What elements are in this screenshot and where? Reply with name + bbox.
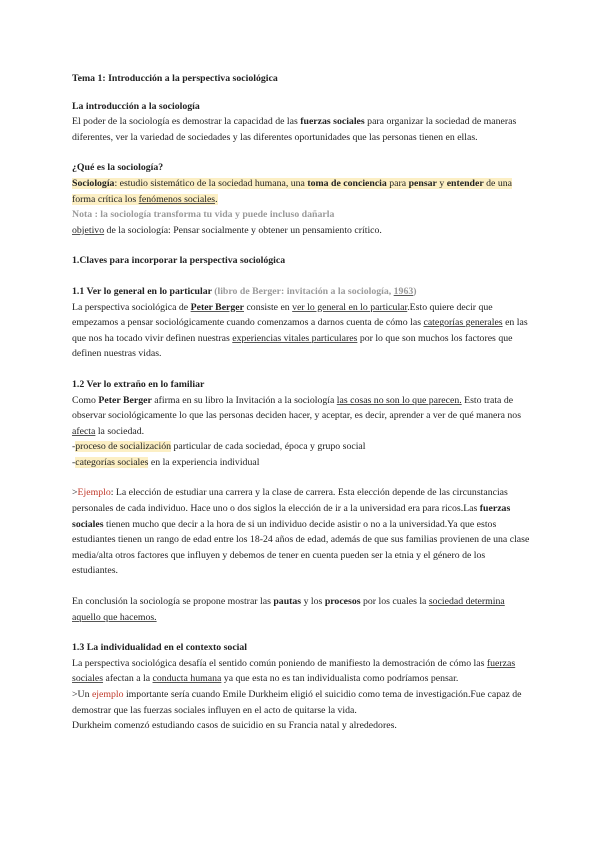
section-heading-1-1: 1.1 Ver lo general en lo particular (libro de Berger: invitación a la sociología, 1963) [72,285,417,297]
section-heading-1-3: 1.3 La individualidad en el contexto social [72,642,248,654]
paragraph-ejemplo-durkheim: >Un ejemplo importante sería cuando Emile Durkheim eligió el suicidio como tema de investigación.Fue capaz de demostrar que las fuerzas sociales influyen en el acto de quitarse la vida. [72,689,522,716]
paragraph-conclusion: En conclusión la sociología se propone mostrar las pautas y los procesos por los cuales la sociedad determina aquello que hacemos. [72,596,505,623]
term-sociologia: Sociología [72,177,115,189]
list-item: -categorías sociales en la experiencia individual [72,456,260,468]
section-heading-1-2: 1.2 Ver lo extraño en lo familiar [72,378,205,390]
paragraph-definition: Sociología: estudio sistemático de la sociedad humana, una toma de conciencia para pensar y entender de una forma crítica los fenómenos sociales. [72,177,512,205]
section-heading-intro: La introducción a la sociología [72,100,200,112]
section-heading-que-es: ¿Qué es la sociología? [72,162,164,174]
section-heading-claves: 1.Claves para incorporar la perspectiva sociológica [72,255,286,267]
document-body [72,71,532,734]
paragraph-objective: objetivo de la sociología: Pensar socialmente y obtener un pensamiento crítico. [72,224,382,236]
paragraph-1-3: La perspectiva sociológica desafía el sentido común poniendo de manifiesto la demostración de cómo las fuerzas sociales afectan a la conducta humana ya que esta no es tan individualista como podríamos pensar. [72,657,516,685]
paragraph-ejemplo: >Ejemplo: La elección de estudiar una carrera y la clase de carrera. Esta elección depende de las circunstancias personales de cada individuo. Hace uno o dos siglos la elección de ir a la universidad era para ricos.Las fuerzas sociales tienen mucho que decir a la hora de si un individuo decide asistir o no a la universidad.Ya que estos estudiantes tienen un rango de edad entre los 18-24 años de edad, además de que sus familias provienen de una clase media/alta otros factores que influyen y debemos de tener en cuenta pueden ser la etnia y el género de los estudiantes. [72,487,530,577]
list-item: -proceso de socialización particular de cada sociedad, época y grupo social [72,441,366,453]
note-line: Nota : la sociología transforma tu vida y puede incluso dañarla [72,209,335,221]
paragraph-1-1: La perspectiva sociológica de Peter Berger consiste en ver lo general en lo particular.Esto quiere decir que empezamos a pensar sociológicamente cuando comenzamos a darnos cuenta de cómo las categorías generales en las que nos ha tocado vivir definen nuestras experiencias vitales particulares por lo que son muchos los factores que definen nuestras vidas. [72,301,528,360]
paragraph-last: Durkheim comenzó estudiando casos de suicidio en su Francia natal y alrededores. [72,720,397,732]
paragraph-1-2: Como Peter Berger afirma en su libro la Invitación a la sociología las cosas no son lo que parecen. Esto trata de observar sociológicamente lo que las personas deciden hacer, y aceptar, es decir, aprender a ver de qué manera nos afecta la sociedad. [72,394,522,437]
page-title: Tema 1: Introducción a la perspectiva sociológica [72,73,278,84]
paragraph-intro: El poder de la sociología es demostrar la capacidad de las fuerzas sociales para organizar la sociedad de maneras diferentes, ver la variedad de sociedades y las diferentes oportunidades que las personas tienen en ellas. [72,116,517,143]
emphasis-fuerzas-sociales: fuerzas sociales [300,116,365,128]
